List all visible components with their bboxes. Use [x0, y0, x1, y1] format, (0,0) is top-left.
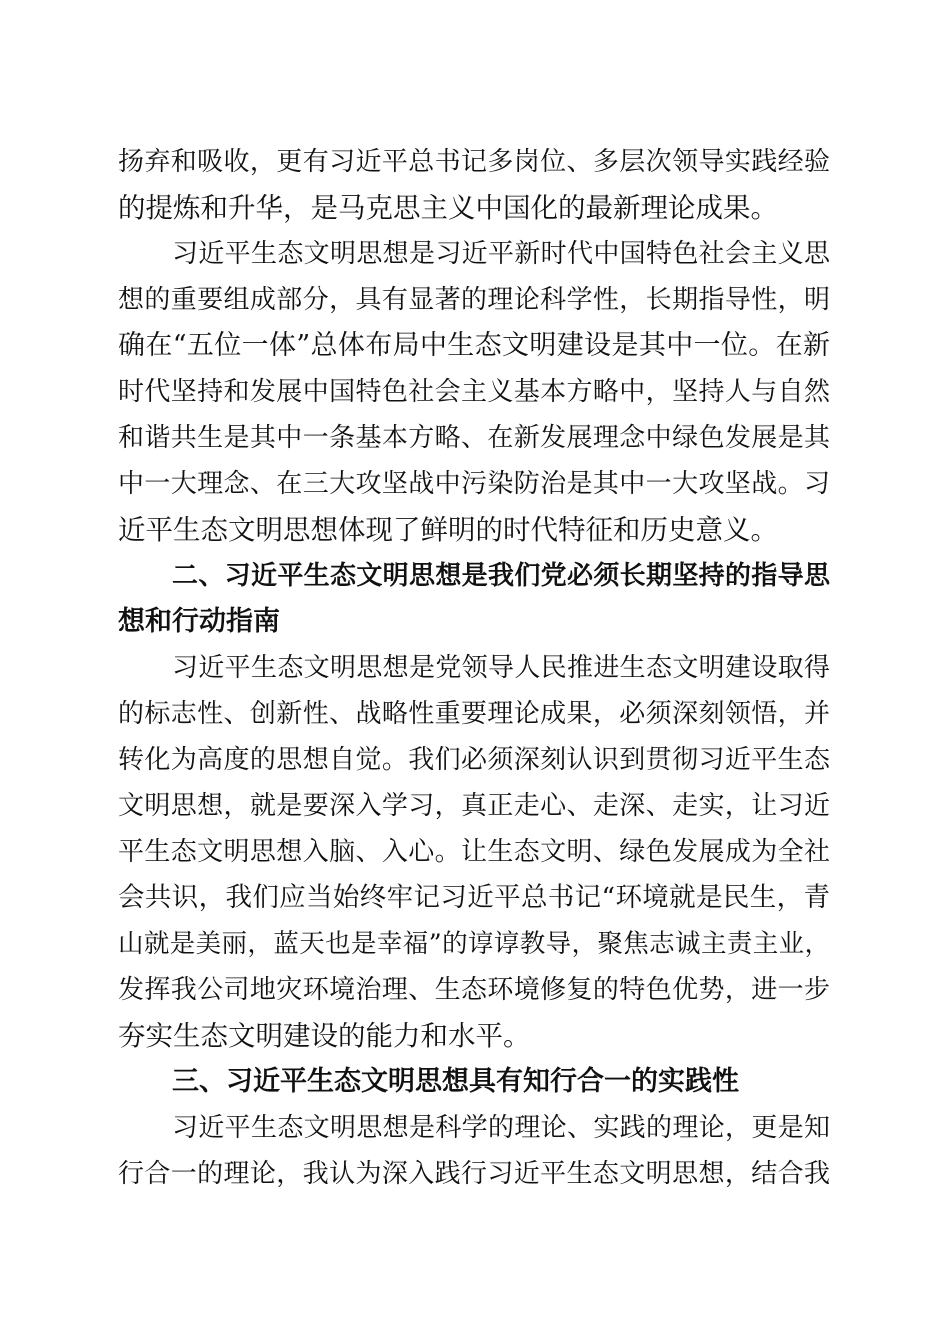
text-line: 发挥我公司地灾环境治理、生态环境修复的特色优势，进一步 [118, 975, 830, 1005]
text-line: 文明思想，就是要深入学习，真正走心、走深、走实，让习近 [118, 791, 830, 821]
text-line: 夯实生态文明建设的能力和水平。 [118, 1020, 531, 1052]
text-line: 的提炼和升华，是马克思主义中国化的最新理论成果。 [118, 192, 778, 224]
paragraph-start-line: 习近平生态文明思想是科学的理论、实践的理论，更是知 [172, 1113, 830, 1143]
section-heading-2: 二、习近平生态文明思想是我们党必须长期坚持的指导思 [172, 561, 830, 591]
section-heading-3: 三、习近平生态文明思想具有知行合一的实践性 [172, 1066, 739, 1097]
text-line: 扬弃和吸收，更有习近平总书记多岗位、多层次领导实践经验 [118, 147, 830, 177]
text-line: 会共识，我们应当始终牢记习近平总书记“环境就是民生，青 [118, 882, 830, 913]
text-line: 行合一的理论，我认为深入践行习近平生态文明思想，结合我 [118, 1159, 830, 1189]
paragraph-start-line: 习近平生态文明思想是习近平新时代中国特色社会主义思 [172, 239, 830, 269]
text-line: 转化为高度的思想自觉。我们必须深刻认识到贯彻习近平生态 [118, 745, 830, 775]
text-line: 山就是美丽，蓝天也是幸福”的谆谆教导，聚焦志诚主责主业， [118, 929, 830, 959]
text-line: 确在“五位一体”总体布局中生态文明建设是其中一位。在新 [118, 330, 830, 361]
section-heading-2-cont: 想和行动指南 [118, 606, 280, 637]
text-line: 近平生态文明思想体现了鲜明的时代特征和历史意义。 [118, 514, 778, 546]
text-line: 中一大理念、在三大攻坚战中污染防治是其中一大攻坚战。习 [118, 469, 830, 499]
text-line: 想的重要组成部分，具有显著的理论科学性，长期指导性，明 [118, 285, 830, 315]
text-line: 平生态文明思想入脑、入心。让生态文明、绿色发展成为全社 [118, 837, 830, 867]
text-line: 和谐共生是其中一条基本方略、在新发展理念中绿色发展是其 [118, 423, 830, 453]
paragraph-start-line: 习近平生态文明思想是党领导人民推进生态文明建设取得 [172, 653, 830, 683]
text-line: 时代坚持和发展中国特色社会主义基本方略中，坚持人与自然 [118, 377, 830, 407]
text-line: 的标志性、创新性、战略性重要理论成果，必须深刻领悟，并 [118, 699, 830, 729]
